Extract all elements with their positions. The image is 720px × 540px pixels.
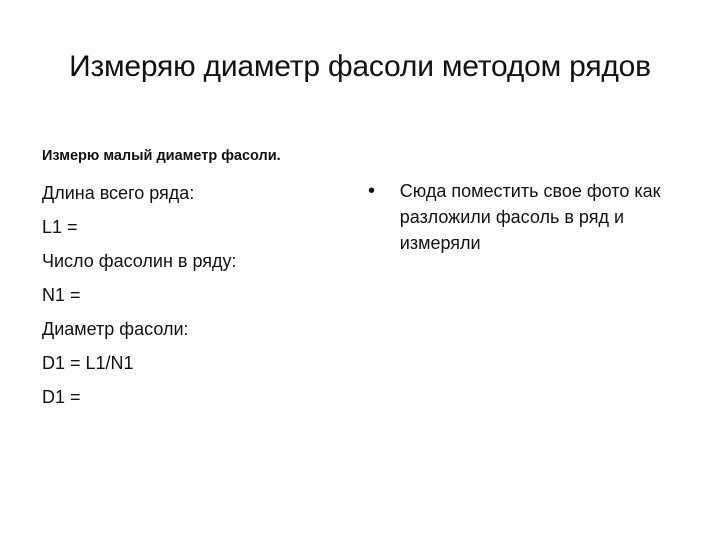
bullet-item: [368, 178, 688, 256]
bullet-text: Сюда поместить свое фото как разложили фасоль в ряд и измеряли: [399, 181, 661, 253]
line-l1: L1 =: [42, 217, 78, 237]
subheading: Измерю малый диаметр фасоли.: [42, 148, 281, 164]
photo-placeholder-column: [368, 178, 688, 256]
measurement-lines: [42, 180, 342, 418]
line-diameter-label: Диаметр фасоли:: [42, 319, 189, 339]
line-d1-result: D1 =: [42, 387, 81, 407]
line-row-length-label: Длина всего ряда:: [42, 183, 195, 203]
line-formula: D1 = L1/N1: [42, 353, 134, 373]
bullet-icon: •: [368, 180, 376, 202]
slide-title: Измеряю диаметр фасоли методом рядов: [69, 50, 651, 83]
line-n1: N1 =: [42, 285, 81, 305]
line-count-label: Число фасолин в ряду:: [42, 251, 237, 271]
